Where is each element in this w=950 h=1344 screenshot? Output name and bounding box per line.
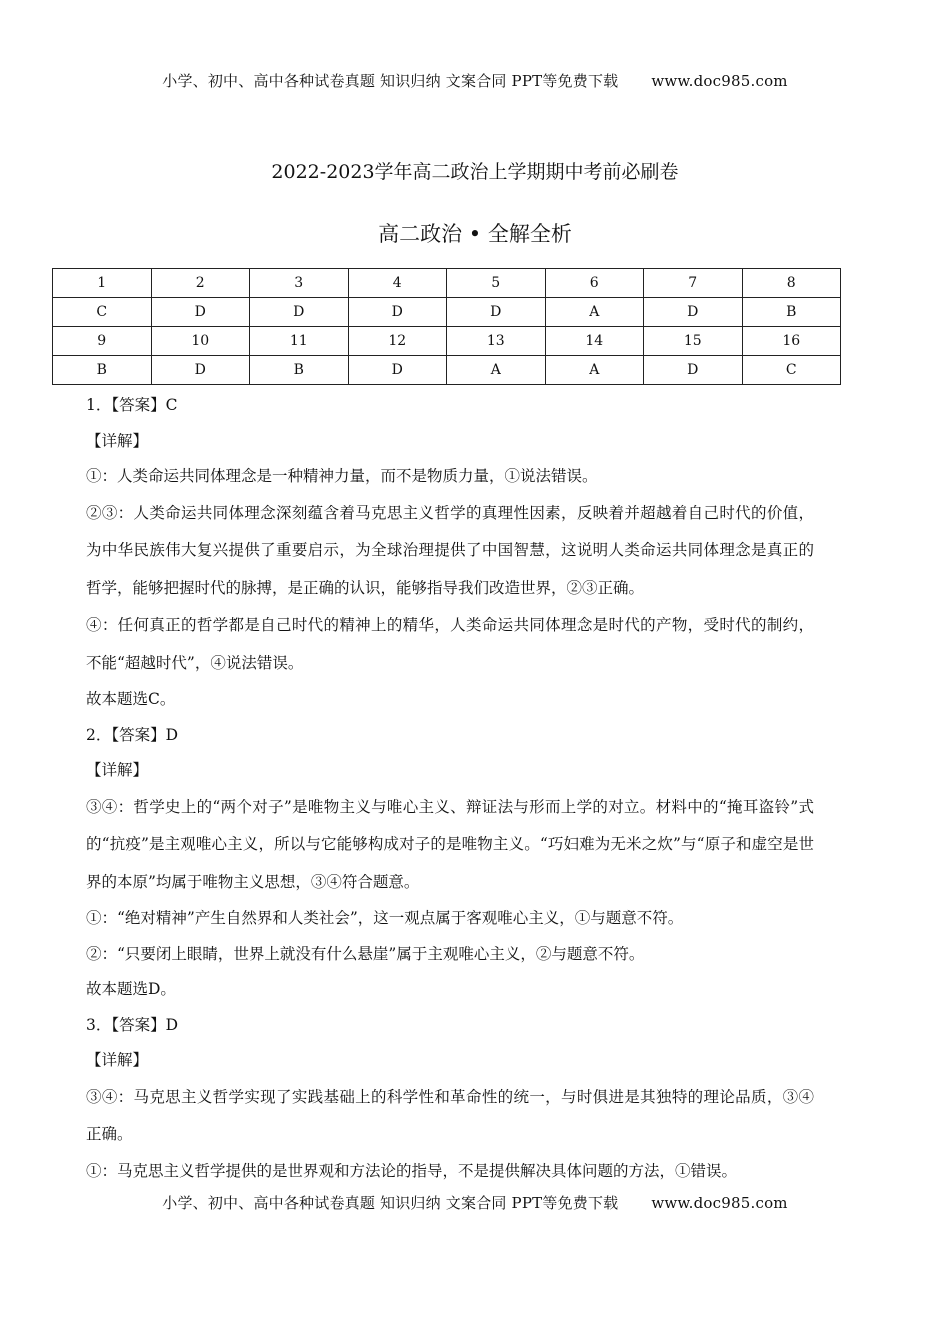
table-cell: D: [151, 298, 250, 327]
table-cell: 9: [53, 327, 152, 356]
table-cell: D: [644, 298, 743, 327]
table-cell: D: [348, 356, 447, 385]
table-cell: 13: [447, 327, 546, 356]
explanation-paragraph: ④：任何真正的哲学都是自己时代的精神上的精华，人类命运共同体理念是时代的产物，受时代的制约，不能“超越时代”，④说法错误。: [86, 616, 814, 672]
page-header: [0, 70, 950, 91]
answer-table: [52, 268, 841, 385]
explanation-paragraph: ③④：马克思主义哲学实现了实践基础上的科学性和革命性的统一，与时俱进是其独特的理论品质，③④正确。: [86, 1087, 814, 1143]
conclusion-line: 故本题选D。: [86, 980, 176, 998]
table-cell: 7: [644, 269, 743, 298]
table-cell: 5: [447, 269, 546, 298]
header-url-link[interactable]: www.doc985.com: [651, 72, 788, 90]
page-footer: [0, 1192, 950, 1213]
explanation-paragraph: ①：“绝对精神”产生自然界和人类社会”，这一观点属于客观唯心主义，①与题意不符。: [86, 909, 684, 927]
detail-label: 【详解】: [86, 1051, 149, 1069]
table-cell: 6: [545, 269, 644, 298]
explanation-paragraph: ②③：人类命运共同体理念深刻蕴含着马克思主义哲学的真理性因素，反映着并超越着自己时代的价值，为中华民族伟大复兴提供了重要启示，为全球治理提供了中国智慧，这说明人类命运共同体理念是真正的哲学，能够把握时代的脉搏，是正确的认识，能够指导我们改造世界，②③正确。: [86, 503, 814, 597]
table-cell: 10: [151, 327, 250, 356]
table-cell: D: [447, 298, 546, 327]
table-cell: D: [348, 298, 447, 327]
footer-url-link[interactable]: www.doc985.com: [651, 1194, 788, 1212]
table-cell: D: [644, 356, 743, 385]
table-cell: 14: [545, 327, 644, 356]
explanation-paragraph: ③④：哲学史上的“两个对子”是唯物主义与唯心主义、辩证法与形而上学的对立。材料中的“掩耳盗铃”式的“抗疫”是主观唯心主义，所以与它能够构成对子的是唯物主义。“巧妇难为无米之炊”与“原子和虚空是世界的本原”均属于唯物主义思想，③④符合题意。: [86, 797, 814, 891]
table-row: [53, 269, 841, 298]
table-cell: 11: [250, 327, 349, 356]
table-cell: B: [250, 356, 349, 385]
table-cell: 3: [250, 269, 349, 298]
table-cell: 1: [53, 269, 152, 298]
conclusion-line: 故本题选C。: [86, 690, 176, 708]
explanation-paragraph: ①：马克思主义哲学提供的是世界观和方法论的指导，不是提供解决具体问题的方法，①错误。: [86, 1161, 738, 1180]
table-row: [53, 327, 841, 356]
table-cell: C: [53, 298, 152, 327]
answer-heading: 3．【答案】D: [86, 1015, 179, 1034]
table-cell: B: [53, 356, 152, 385]
table-cell: A: [545, 356, 644, 385]
table-row: [53, 356, 841, 385]
footer-text: 小学、初中、高中各种试卷真题 知识归纳 文案合同 PPT等免费下载: [162, 1194, 619, 1212]
explanation-paragraph: ①：人类命运共同体理念是一种精神力量，而不是物质力量，①说法错误。: [86, 467, 598, 485]
table-cell: D: [151, 356, 250, 385]
table-cell: C: [742, 356, 841, 385]
table-cell: 16: [742, 327, 841, 356]
table-cell: 8: [742, 269, 841, 298]
table-cell: 15: [644, 327, 743, 356]
header-text: 小学、初中、高中各种试卷真题 知识归纳 文案合同 PPT等免费下载: [162, 72, 619, 90]
detail-label: 【详解】: [86, 431, 149, 450]
explanation-body: [86, 388, 814, 1189]
answer-heading: 1．【答案】C: [86, 396, 178, 414]
explanation-paragraph: ②：“只要闭上眼睛，世界上就没有什么悬崖”属于主观唯心主义，②与题意不符。: [86, 944, 645, 963]
table-cell: 2: [151, 269, 250, 298]
table-cell: A: [545, 298, 644, 327]
table-cell: D: [250, 298, 349, 327]
answer-heading: 2．【答案】D: [86, 725, 179, 744]
table-cell: A: [447, 356, 546, 385]
document-subtitle: 高二政治 • 全解全析: [378, 222, 572, 246]
detail-label: 【详解】: [86, 761, 149, 779]
table-row: [53, 298, 841, 327]
document-title: 2022-2023学年高二政治上学期期中考前必刷卷: [271, 161, 679, 183]
table-cell: 4: [348, 269, 447, 298]
table-cell: 12: [348, 327, 447, 356]
table-cell: B: [742, 298, 841, 327]
